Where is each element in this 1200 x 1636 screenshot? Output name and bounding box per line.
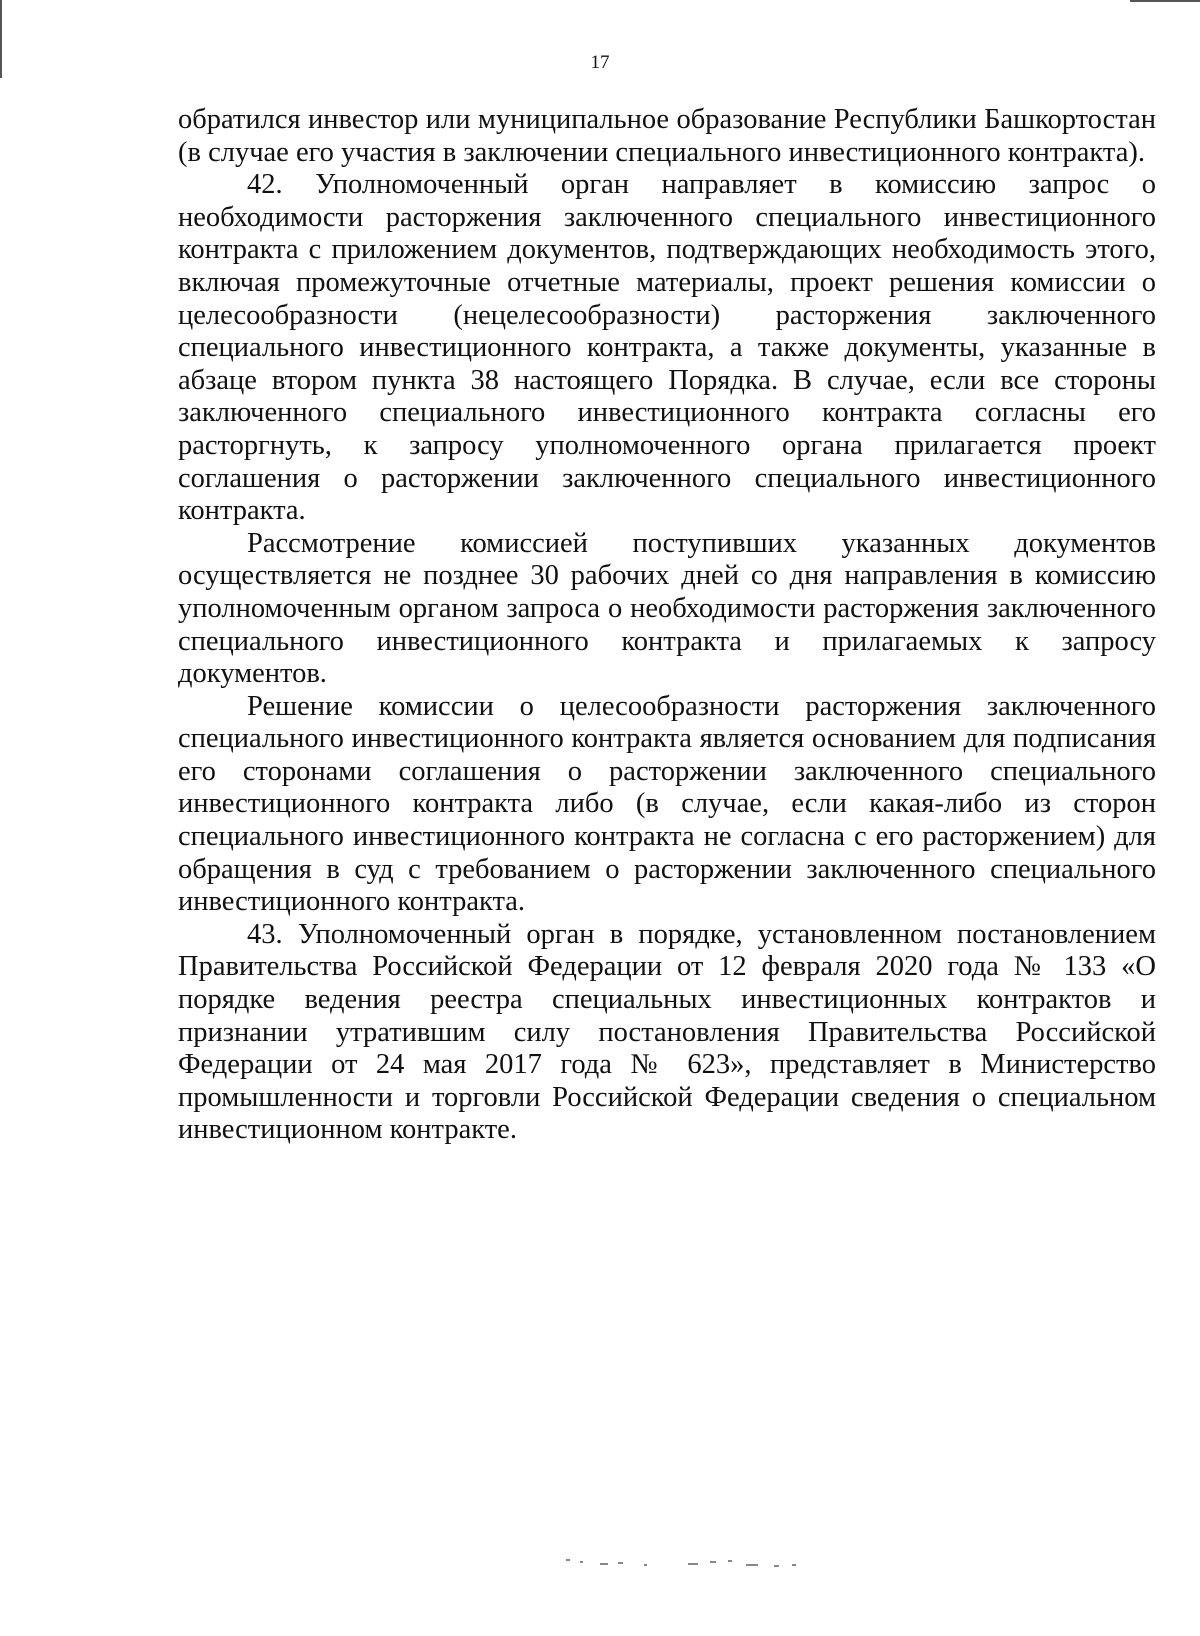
scan-noise: [560, 1555, 820, 1569]
paragraph-review-term: Рассмотрение комиссией поступивших указанных документов осуществляется не позднее 30 рабочих дней со дня направления в комиссию уполномоченным органом запроса о необходимости расторжения заключенного специального инвестиционного контракта и прилагаемых к запросу документов.: [178, 527, 1156, 690]
paragraph-item-42: 42. Уполномоченный орган направляет в комиссию запрос о необходимости расторжения заключенного специального инвестиционного контракта с приложением документов, подтверждающих необходимость этого, включая промежуточные отчетные материалы, проект решения комиссии о целесообразности (нецелесообразности) расторжения заключенного специального инвестиционного контракта, а также документы, указанные в абзаце втором пункта 38 настоящего Порядка. В случае, если все стороны заключенного специального инвестиционного контракта согласны его расторгнуть, к запросу уполномоченного органа прилагается проект соглашения о расторжении заключенного специального инвестиционного контракта.: [178, 169, 1156, 527]
page-number: 17: [590, 52, 610, 73]
paragraph-continuation: обратился инвестор или муниципальное образование Республики Башкортостан (в случае его участия в заключении специального инвестиционного контракта).: [178, 104, 1156, 168]
paragraph-commission-decision: Решение комиссии о целесообразности расторжения заключенного специального инвестиционного контракта является основанием для подписания его сторонами соглашения о расторжении заключенного специального инвестиционного контракта либо (в случае, если какая-либо из сторон специального инвестиционного контракта не согласна с его расторжением) для обращения в суд с требованием о расторжении заключенного специального инвестиционного контракта.: [178, 690, 1156, 918]
paragraph-item-43: 43. Уполномоченный орган в порядке, установленном постановлением Правительства Российской Федерации от 12 февраля 2020 года № 133 «О порядке ведения реестра специальных инвестиционных контрактов и признании утратившим силу постановления Правительства Российской Федерации от 24 мая 2017 года № 623», представляет в Министерство промышленности и торговли Российской Федерации сведения о специальном инвестиционном контракте.: [178, 918, 1156, 1146]
document-body: [178, 104, 1156, 1147]
scan-edge-mark: [1130, 0, 1200, 2]
